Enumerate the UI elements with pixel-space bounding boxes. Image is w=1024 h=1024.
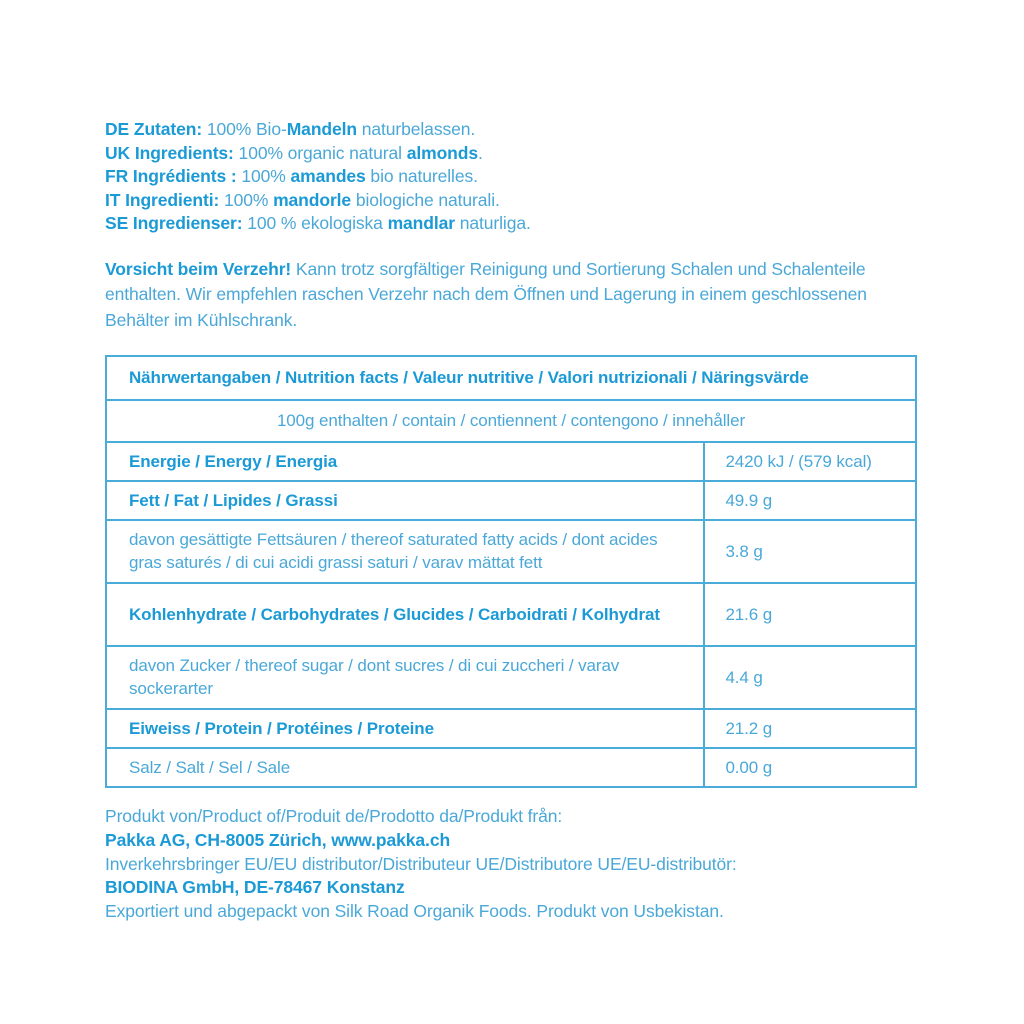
table-row (106, 583, 916, 646)
ingredient-text: naturliga. (454, 213, 531, 234)
producer-intro: Produkt von/Product of/Produit de/Prodotto da/Produkt från: (105, 806, 563, 827)
ingredient-language-label: UK Ingredients: (105, 142, 234, 163)
nutrient-label: Fett / Fat / Lipides / Grassi (106, 481, 704, 520)
nutrition-table-title: Nährwertangaben / Nutrition facts / Valeur nutritive / Valori nutrizionali / Näringsvärde (106, 356, 916, 400)
nutrition-facts-table (105, 355, 917, 788)
ingredient-language-label: SE Ingredienser: (105, 213, 243, 234)
distributor-name: BIODINA GmbH, DE-78467 Konstanz (105, 877, 405, 898)
ingredient-line (105, 165, 924, 189)
ingredient-text: 100 % ekologiska (242, 213, 388, 234)
ingredient-language-label: IT Ingredienti: (105, 189, 220, 210)
nutrient-label: Kohlenhydrate / Carbohydrates / Glucides / Carboidrati / Kolhydrat (106, 583, 704, 646)
nutrient-value: 49.9 g (704, 481, 916, 520)
ingredient-text: 100% (219, 189, 274, 210)
warning-heading: Vorsicht beim Verzehr! (105, 258, 292, 279)
ingredient-language-label: DE Zutaten: (105, 119, 203, 139)
ingredient-text: biologiche naturali. (351, 189, 500, 210)
manufacturer-footer (105, 805, 924, 923)
nutrient-label: davon Zucker / thereof sugar / dont sucres / di cui zuccheri / varav sockerarter (106, 646, 704, 709)
nutrient-label: Salz / Salt / Sel / Sale (106, 748, 704, 787)
ingredient-line (105, 212, 924, 236)
nutrient-value: 0.00 g (704, 748, 916, 787)
producer-name: Pakka AG, CH-8005 Zürich, www.pakka.ch (105, 830, 451, 851)
nutrient-label: Eiweiss / Protein / Protéines / Proteine (106, 709, 704, 748)
table-row (106, 646, 916, 709)
ingredient-highlight: mandlar (387, 213, 455, 234)
ingredient-text: bio naturelles. (365, 166, 478, 187)
ingredient-text: naturbelassen. (356, 119, 476, 139)
consumption-warning (105, 257, 905, 334)
table-row (106, 442, 916, 481)
ingredient-highlight: almonds (406, 142, 478, 163)
ingredient-highlight: Mandeln (286, 119, 357, 139)
nutrient-value: 21.6 g (704, 583, 916, 646)
ingredient-highlight: mandorle (273, 189, 352, 210)
ingredient-line (105, 118, 924, 142)
ingredient-text: . (477, 142, 483, 163)
nutrient-value: 2420 kJ / (579 kcal) (704, 442, 916, 481)
ingredient-text: 100% (236, 166, 291, 187)
nutrient-value: 21.2 g (704, 709, 916, 748)
table-row (106, 709, 916, 748)
table-basis-row (106, 400, 916, 442)
table-title-row (106, 356, 916, 400)
nutrient-value: 3.8 g (704, 520, 916, 583)
nutrient-value: 4.4 g (704, 646, 916, 709)
ingredient-line (105, 142, 924, 166)
nutrition-basis: 100g enthalten / contain / contiennent / contengono / innehåller (106, 400, 916, 442)
table-row (106, 748, 916, 787)
export-note: Exportiert und abgepackt von Silk Road Organik Foods. Produkt von Usbekistan. (105, 900, 724, 921)
ingredient-highlight: amandes (290, 166, 366, 187)
table-row (106, 481, 916, 520)
table-row (106, 520, 916, 583)
ingredient-line (105, 189, 924, 213)
ingredient-text: 100% Bio- (202, 119, 287, 139)
nutrient-label: Energie / Energy / Energia (106, 442, 704, 481)
nutrient-label: davon gesättigte Fettsäuren / thereof saturated fatty acids / dont acides gras saturés / di cui acidi grassi saturi / varav mättat fett (106, 520, 704, 583)
warning-body: Kann trotz sorgfältiger Reinigung und Sortierung Schalen und Schalenteile enthalten. Wir empfehlen raschen Verzehr nach dem Öffnen und Lagerung in einem geschlossenen Behälter im Kühlschrank. (105, 258, 867, 330)
distributor-intro: Inverkehrsbringer EU/EU distributor/Distributeur UE/Distributore UE/EU-distributör: (105, 853, 737, 874)
ingredient-language-label: FR Ingrédients : (105, 166, 237, 187)
ingredients-block (105, 118, 924, 236)
ingredient-text: 100% organic natural (233, 142, 407, 163)
